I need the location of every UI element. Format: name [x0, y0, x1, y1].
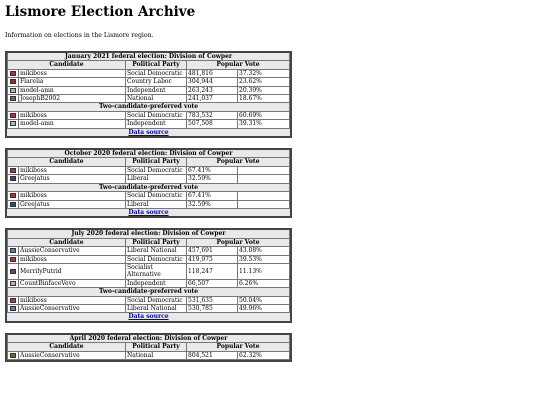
- party-name: Liberal: [126, 175, 187, 183]
- vote-percent: 11.13%: [238, 263, 290, 279]
- vote-percent: 20.39%: [238, 86, 290, 94]
- candidate-name: JosephB2002: [19, 95, 126, 103]
- party-name: Liberal: [126, 200, 187, 208]
- vote-percent: 49.96%: [238, 304, 290, 312]
- vote-percent: 6.26%: [238, 279, 290, 287]
- election-table: [7, 150, 290, 216]
- party-name: Social Democratic: [126, 111, 187, 119]
- election-table: [7, 230, 290, 320]
- vote-count: 804,521: [187, 351, 238, 359]
- party-color-swatch: [10, 298, 16, 303]
- party-color-cell: [8, 192, 19, 200]
- candidate-row: [8, 200, 290, 208]
- vote-count: 419,975: [187, 255, 238, 263]
- vote-count: 67.41%: [187, 192, 238, 200]
- election-box: [5, 228, 292, 322]
- vote-count: 67.41%: [187, 166, 238, 174]
- candidate-name: mikiboss: [19, 111, 126, 119]
- candidate-name: model-amn: [19, 120, 126, 128]
- party-name: Country Labor: [126, 78, 187, 86]
- party-color-swatch: [10, 353, 16, 358]
- candidate-name: mikiboss: [19, 296, 126, 304]
- party-color-cell: [8, 175, 19, 183]
- tcp-header: Two-candidate-preferred vote: [8, 183, 290, 191]
- election-box: [5, 148, 292, 218]
- party-name: Independent: [126, 86, 187, 94]
- vote-count: 481,816: [187, 69, 238, 77]
- vote-count: 241,037: [187, 95, 238, 103]
- party-header: Political Party: [126, 343, 187, 351]
- party-header: Political Party: [126, 158, 187, 166]
- candidate-row: [8, 175, 290, 183]
- candidate-row: [8, 69, 290, 77]
- vote-count: 457,691: [187, 247, 238, 255]
- party-color-cell: [8, 263, 19, 279]
- party-color-swatch: [10, 306, 16, 311]
- vote-percent: [238, 192, 290, 200]
- vote-count: 531,635: [187, 296, 238, 304]
- vote-percent: [238, 175, 290, 183]
- party-name: Social Democratic: [126, 166, 187, 174]
- party-color-cell: [8, 95, 19, 103]
- vote-header: Popular Vote: [187, 61, 290, 69]
- candidate-row: [8, 78, 290, 86]
- candidate-row: [8, 255, 290, 263]
- party-color-cell: [8, 279, 19, 287]
- vote-count: 32.59%: [187, 175, 238, 183]
- party-name: National: [126, 95, 187, 103]
- party-name: Liberal National: [126, 247, 187, 255]
- candidate-name: mikiboss: [19, 166, 126, 174]
- party-color-swatch: [10, 176, 16, 181]
- candidate-name: mikiboss: [19, 69, 126, 77]
- candidate-row: [8, 95, 290, 103]
- party-color-cell: [8, 78, 19, 86]
- source-cell: [8, 313, 290, 321]
- party-color-cell: [8, 296, 19, 304]
- party-name: Liberal National: [126, 304, 187, 312]
- party-name: Social Democratic: [126, 192, 187, 200]
- party-name: Independent: [126, 120, 187, 128]
- elections-list: [5, 51, 535, 362]
- vote-header: Popular Vote: [187, 238, 290, 246]
- vote-count: 304,944: [187, 78, 238, 86]
- candidate-row: [8, 86, 290, 94]
- election-title: April 2020 federal election: Division of Cowper: [8, 335, 290, 343]
- candidate-name: mikiboss: [19, 192, 126, 200]
- data-source-link[interactable]: Data source: [128, 128, 169, 136]
- candidate-name: mikiboss: [19, 255, 126, 263]
- party-color-swatch: [10, 121, 16, 126]
- vote-header: Popular Vote: [187, 158, 290, 166]
- party-color-cell: [8, 255, 19, 263]
- candidate-row: [8, 279, 290, 287]
- candidate-header: Candidate: [8, 238, 126, 246]
- tcp-header: Two-candidate-preferred vote: [8, 288, 290, 296]
- tcp-header: Two-candidate-preferred vote: [8, 103, 290, 111]
- election-box: [5, 51, 292, 138]
- party-color-swatch: [10, 269, 16, 274]
- vote-percent: 18.67%: [238, 95, 290, 103]
- party-color-cell: [8, 86, 19, 94]
- vote-percent: 50.04%: [238, 296, 290, 304]
- election-box: [5, 333, 292, 362]
- candidate-row: [8, 263, 290, 279]
- data-source-link[interactable]: Data source: [128, 208, 169, 216]
- page-title: Lismore Election Archive: [5, 4, 196, 20]
- candidate-row: [8, 111, 290, 119]
- vote-count: 530,785: [187, 304, 238, 312]
- party-color-cell: [8, 69, 19, 77]
- candidate-row: [8, 120, 290, 128]
- party-color-swatch: [10, 88, 16, 93]
- party-color-cell: [8, 166, 19, 174]
- election-table: [7, 335, 290, 360]
- candidate-name: AussieConservative: [19, 304, 126, 312]
- party-color-swatch: [10, 96, 16, 101]
- candidate-header: Candidate: [8, 343, 126, 351]
- candidate-name: CountBinfaceVevo: [19, 279, 126, 287]
- candidate-row: [8, 166, 290, 174]
- election-title: October 2020 federal election: Division of Cowper: [8, 150, 290, 158]
- vote-percent: 60.69%: [238, 111, 290, 119]
- candidate-name: AussieConservative: [19, 351, 126, 359]
- party-name: Socialist Alternative: [126, 263, 187, 279]
- party-name: National: [126, 351, 187, 359]
- party-name: Social Democratic: [126, 296, 187, 304]
- candidate-row: [8, 296, 290, 304]
- party-color-swatch: [10, 281, 16, 286]
- vote-percent: [238, 166, 290, 174]
- party-color-cell: [8, 304, 19, 312]
- party-color-cell: [8, 351, 19, 359]
- source-row: [8, 313, 290, 321]
- candidate-name: Greejatus: [19, 175, 126, 183]
- party-color-swatch: [10, 71, 16, 76]
- candidate-row: [8, 304, 290, 312]
- party-color-cell: [8, 247, 19, 255]
- party-name: Social Democratic: [126, 69, 187, 77]
- vote-percent: 39.53%: [238, 255, 290, 263]
- vote-count: 507,508: [187, 120, 238, 128]
- vote-count: 783,532: [187, 111, 238, 119]
- candidate-name: Greejatus: [19, 200, 126, 208]
- source-row: [8, 208, 290, 216]
- candidate-header: Candidate: [8, 158, 126, 166]
- party-color-swatch: [10, 248, 16, 253]
- candidate-name: MerrilyPutrid: [19, 263, 126, 279]
- data-source-link[interactable]: Data source: [128, 313, 169, 321]
- party-color-swatch: [10, 257, 16, 262]
- vote-percent: 43.08%: [238, 247, 290, 255]
- vote-count: 118,247: [187, 263, 238, 279]
- party-header: Political Party: [126, 238, 187, 246]
- party-name: Social Democratic: [126, 255, 187, 263]
- party-color-cell: [8, 120, 19, 128]
- party-header: Political Party: [126, 61, 187, 69]
- vote-percent: 37.32%: [238, 69, 290, 77]
- party-color-swatch: [10, 193, 16, 198]
- election-title: January 2021 federal election: Division of Cowper: [8, 53, 290, 61]
- vote-percent: 39.31%: [238, 120, 290, 128]
- vote-percent: [238, 200, 290, 208]
- party-color-swatch: [10, 113, 16, 118]
- party-color-cell: [8, 200, 19, 208]
- candidate-row: [8, 192, 290, 200]
- party-color-swatch: [10, 79, 16, 84]
- election-table: [7, 53, 290, 136]
- source-cell: [8, 128, 290, 136]
- candidate-row: [8, 247, 290, 255]
- candidate-name: AussieConservative: [19, 247, 126, 255]
- vote-count: 66,507: [187, 279, 238, 287]
- source-row: [8, 128, 290, 136]
- vote-count: 32.59%: [187, 200, 238, 208]
- candidate-row: [8, 351, 290, 359]
- party-color-cell: [8, 111, 19, 119]
- intro-text: Information on elections in the Lismore region.: [5, 32, 154, 39]
- candidate-header: Candidate: [8, 61, 126, 69]
- party-name: Independent: [126, 279, 187, 287]
- party-color-swatch: [10, 202, 16, 207]
- source-cell: [8, 208, 290, 216]
- candidate-name: model-amn: [19, 86, 126, 94]
- vote-count: 263,243: [187, 86, 238, 94]
- vote-percent: 62.32%: [238, 351, 290, 359]
- candidate-name: Flarelia: [19, 78, 126, 86]
- party-color-swatch: [10, 168, 16, 173]
- vote-percent: 23.62%: [238, 78, 290, 86]
- vote-header: Popular Vote: [187, 343, 290, 351]
- election-title: July 2020 federal election: Division of Cowper: [8, 230, 290, 238]
